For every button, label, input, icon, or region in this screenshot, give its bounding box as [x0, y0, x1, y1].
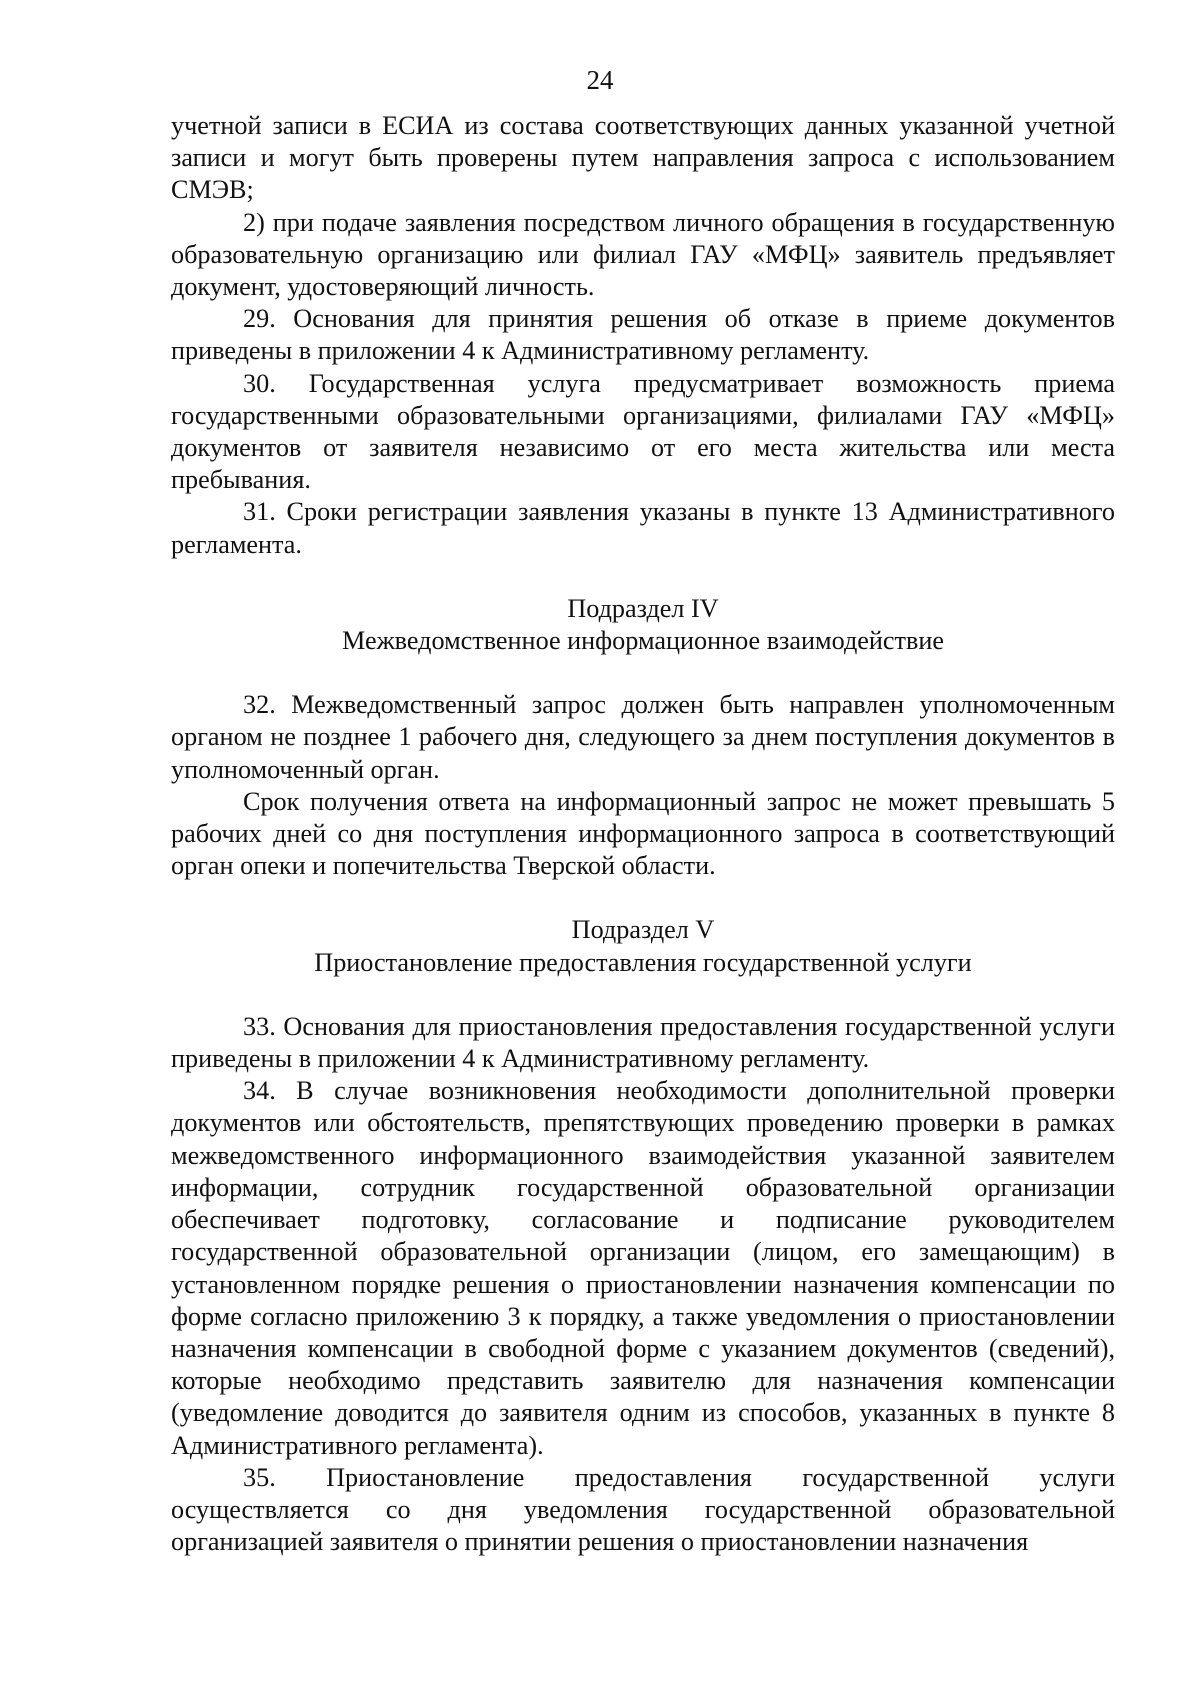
- paragraph-33: 33. Основания для приостановления предоставления государственной услуги приведены в приложении 4 к Административному регламенту.: [171, 1011, 1115, 1074]
- subsection-5-title: Приостановление предоставления государственной услуги: [314, 947, 972, 977]
- paragraph-32: 32. Межведомственный запрос должен быть направлен уполномоченным органом не позднее 1 рабочего дня, следующего за днем поступления документов в уполномоченный орган.: [171, 690, 1115, 784]
- paragraph-item-2: 2) при подаче заявления посредством личного обращения в государственную образовательную организацию или филиал ГАУ «МФЦ» заявитель предъявляет документ, удостоверяющий личность.: [171, 207, 1115, 302]
- page-number: 24: [586, 65, 614, 95]
- paragraph-30: 30. Государственная услуга предусматривает возможность приема государственными образовательными организациями, филиалами ГАУ «МФЦ» документов от заявителя независимо от его места жительства или места пребывания.: [171, 368, 1115, 495]
- paragraph-31: 31. Сроки регистрации заявления указаны в пункте 13 Административного регламента.: [171, 497, 1115, 559]
- subsection-4-label: Подраздел IV: [567, 593, 719, 623]
- subsection-5-label: Подраздел V: [571, 915, 715, 945]
- document-body: [171, 110, 1115, 1558]
- paragraph-34: 34. В случае возникновения необходимости дополнительной проверки документов или обстоятельств, препятствующих проведению проверки в рамках межведомственного информационного взаимодействия указанной заявителем информации, сотрудник государственной образовательной организации обеспечивает подготовку, согласование и подписание руководителем государственной образовательной организации (лицом, его замещающим) в установленном порядке решения о приостановлении назначения компенсации по форме согласно приложению 3 к порядку, а также уведомления о приостановлении назначения компенсации в свободной форме с указанием документов (сведений), которые необходимо представить заявителю для назначения компенсации (уведомление доводится до заявителя одним из способов, указанных в пункте 8 Административного регламента).: [171, 1076, 1115, 1460]
- paragraph-continuation: учетной записи в ЕСИА из состава соответствующих данных указанной учетной записи и могут быть проверены путем направления запроса с использованием СМЭВ;: [171, 111, 1115, 205]
- paragraph-29: 29. Основания для принятия решения об отказе в приеме документов приведены в приложении 4 к Административному регламенту.: [171, 304, 1115, 366]
- subsection-4-title: Межведомственное информационное взаимодействие: [342, 626, 944, 656]
- paragraph-32-response-term: Срок получения ответа на информационный запрос не может превышать 5 рабочих дней со дня поступления информационного запроса в соответствующий орган опеки и попечительства Тверской области.: [171, 786, 1115, 881]
- paragraph-35: 35. Приостановление предоставления государственной услуги осуществляется со дня уведомления государственной образовательной организацией заявителя о принятии решения о приостановлении назначения: [171, 1462, 1115, 1557]
